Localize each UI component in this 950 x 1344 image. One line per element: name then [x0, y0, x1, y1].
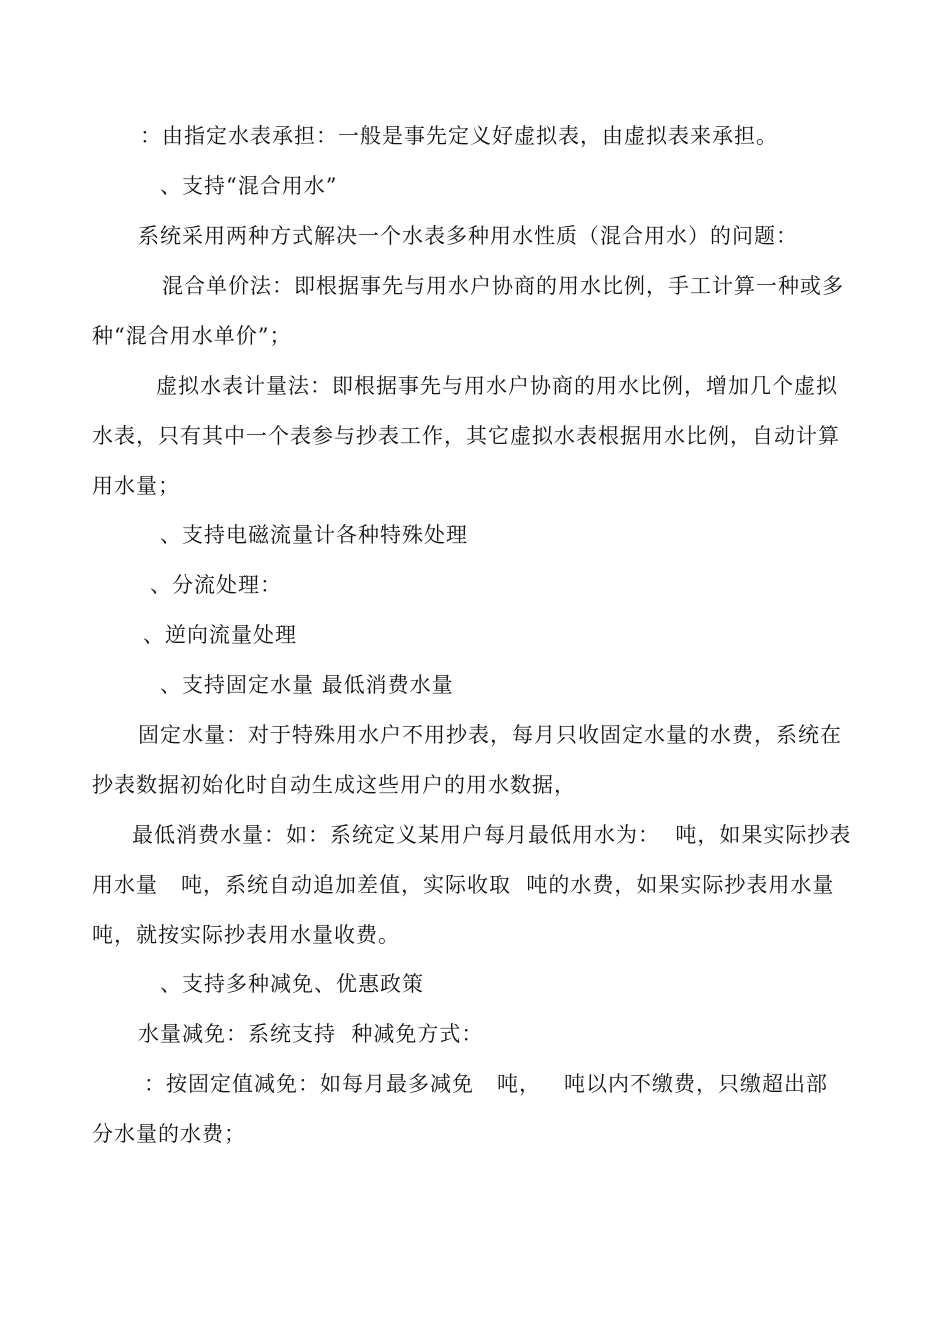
text-line-11: 、逆向流量处理	[143, 623, 297, 647]
text-line-9: 、支持电磁流量计各种特殊处理	[160, 523, 468, 547]
text-line-2: 、支持“混合用水”	[160, 174, 338, 198]
text-line-4: 混合单价法：即根据事先与用水户协商的用水比例，手工计算一种或多	[162, 274, 844, 298]
text-line-10: 、分流处理：	[150, 573, 282, 597]
text-line-19: 水量减免：系统支持 种减免方式：	[138, 1022, 484, 1046]
text-line-7: 水表，只有其中一个表参与抄表工作，其它虚拟水表根据用水比例，自动计算	[92, 424, 840, 448]
text-line-20: ：按固定值减免：如每月最多减免 吨， 吨以内不缴费，只缴超出部	[144, 1072, 829, 1096]
text-line-12: 、支持固定水量 最低消费水量	[160, 673, 454, 697]
text-line-3: 系统采用两种方式解决一个水表多种用水性质（混合用水）的问题：	[138, 224, 798, 248]
text-line-15: 最低消费水量：如：系统定义某用户每月最低用水为： 吨，如果实际抄表	[132, 823, 852, 847]
text-line-18: 、支持多种减免、优惠政策	[160, 972, 424, 996]
text-line-6: 虚拟水表计量法：即根据事先与用水户协商的用水比例，增加几个虚拟	[156, 374, 838, 398]
text-line-21: 分水量的水费；	[92, 1122, 246, 1146]
text-line-13: 固定水量：对于特殊用水户不用抄表，每月只收固定水量的水费，系统在	[138, 723, 842, 747]
text-line-14: 抄表数据初始化时自动生成这些用户的用水数据，	[92, 773, 576, 797]
text-line-5: 种“混合用水单价”；	[92, 324, 292, 348]
text-line-8: 用水量；	[92, 474, 180, 498]
text-line-16: 用水量 吨，系统自动追加差值，实际收取 吨的水费，如果实际抄表用水量	[92, 873, 835, 897]
text-line-17: 吨，就按实际抄表用水量收费。	[92, 923, 400, 947]
text-line-1: ：由指定水表承担：一般是事先定义好虚拟表，由虚拟表来承担。	[140, 124, 778, 148]
